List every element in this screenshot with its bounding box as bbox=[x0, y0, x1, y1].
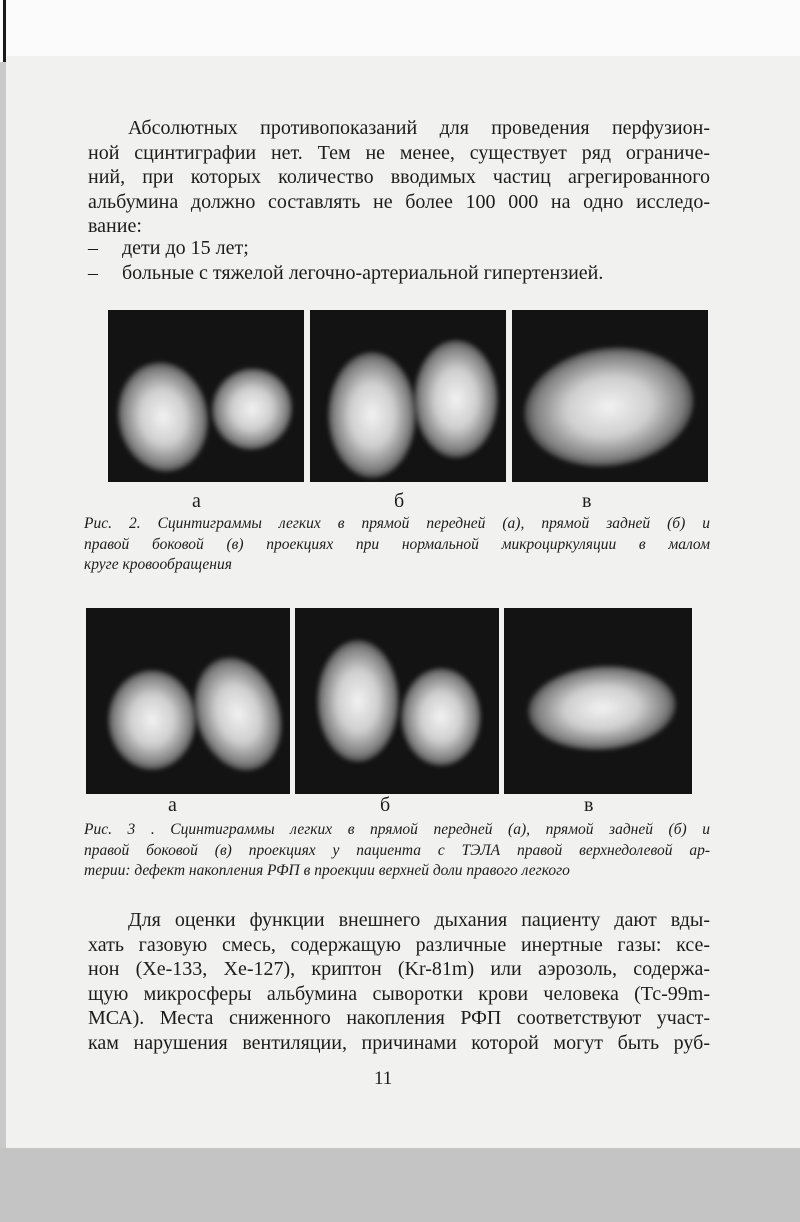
scan-edge-line bbox=[3, 0, 6, 62]
text-line: нон (Хе-133, Хе-127), криптон (Kr-81m) или аэрозоль, содержа- bbox=[88, 958, 710, 981]
figure-label: б bbox=[380, 794, 391, 816]
restriction-list bbox=[88, 236, 688, 285]
text-line: альбумина должно составлять не более 100 000 на одно исследо- bbox=[88, 190, 710, 213]
paragraph-ventilation bbox=[88, 908, 710, 1056]
figure-label: б bbox=[394, 490, 405, 512]
list-item bbox=[88, 236, 688, 261]
text-line: ний, при которых количество вводимых частиц агрегированного bbox=[88, 166, 710, 189]
scintigram-2a bbox=[108, 310, 304, 482]
page-number: 11 bbox=[374, 1068, 393, 1089]
caption-line: терии: дефект накопления РФП в проекции верхней доли правого легкого bbox=[84, 862, 570, 879]
caption-line: правой боковой (в) проекциях у пациента с ТЭЛА правой верхнедолевой ар- bbox=[84, 841, 710, 859]
text-line: щую микросферы альбумина сыворотки крови человека (Тс-99m- bbox=[88, 982, 710, 1005]
scan-bottom-margin bbox=[0, 1148, 800, 1222]
text-line: хать газовую смесь, содержащую различные инертные газы: ксе- bbox=[88, 933, 710, 956]
figure-2-caption bbox=[84, 514, 710, 576]
caption-line: круге кровообращения bbox=[84, 556, 232, 573]
figure-3-images bbox=[86, 608, 692, 794]
scan-top-margin bbox=[0, 0, 800, 62]
text-line: ной сцинтиграфии нет. Тем не менее, существует ряд ограниче- bbox=[88, 141, 710, 164]
scintigram-2c bbox=[512, 310, 708, 482]
caption-line: Рис. 2. Сцинтиграммы легких в прямой передней (а), прямой задней (б) и bbox=[84, 515, 710, 532]
scintigram-3b bbox=[295, 608, 499, 794]
book-page bbox=[6, 56, 800, 1148]
figure-2-images bbox=[108, 310, 708, 482]
scintigram-3c bbox=[504, 608, 692, 794]
text-line: вание: bbox=[88, 215, 142, 238]
list-item bbox=[88, 261, 688, 286]
text-line: Абсолютных противопоказаний для проведения перфузион- bbox=[128, 117, 710, 139]
scintigram-3a bbox=[86, 608, 290, 794]
list-item-text: больные с тяжелой легочно-артериальной гипертензией. bbox=[122, 261, 604, 284]
caption-line: Рис. 3 . Сцинтиграммы легких в прямой передней (а), прямой задней (б) и bbox=[84, 821, 710, 838]
list-item-text: дети до 15 лет; bbox=[122, 237, 249, 259]
text-line: кам нарушения вентиляции, причинами которой могут быть руб- bbox=[88, 1031, 710, 1054]
caption-line: правой боковой (в) проекциях при нормальной микроциркуляции в малом bbox=[84, 535, 710, 553]
list-marker: – bbox=[88, 261, 98, 284]
figure-label: в bbox=[582, 490, 592, 512]
paragraph-contraindications bbox=[88, 116, 710, 239]
figure-label: а bbox=[192, 490, 201, 512]
text-line: Для оценки функции внешнего дыхания пациенту дают вды- bbox=[128, 909, 710, 931]
scintigram-2b bbox=[310, 310, 506, 482]
text-line: МСА). Места сниженного накопления РФП соответствуют участ- bbox=[88, 1007, 710, 1030]
figure-label: в bbox=[584, 794, 594, 816]
list-marker: – bbox=[88, 237, 98, 259]
figure-label: а bbox=[168, 794, 177, 816]
figure-3-caption bbox=[84, 820, 710, 882]
